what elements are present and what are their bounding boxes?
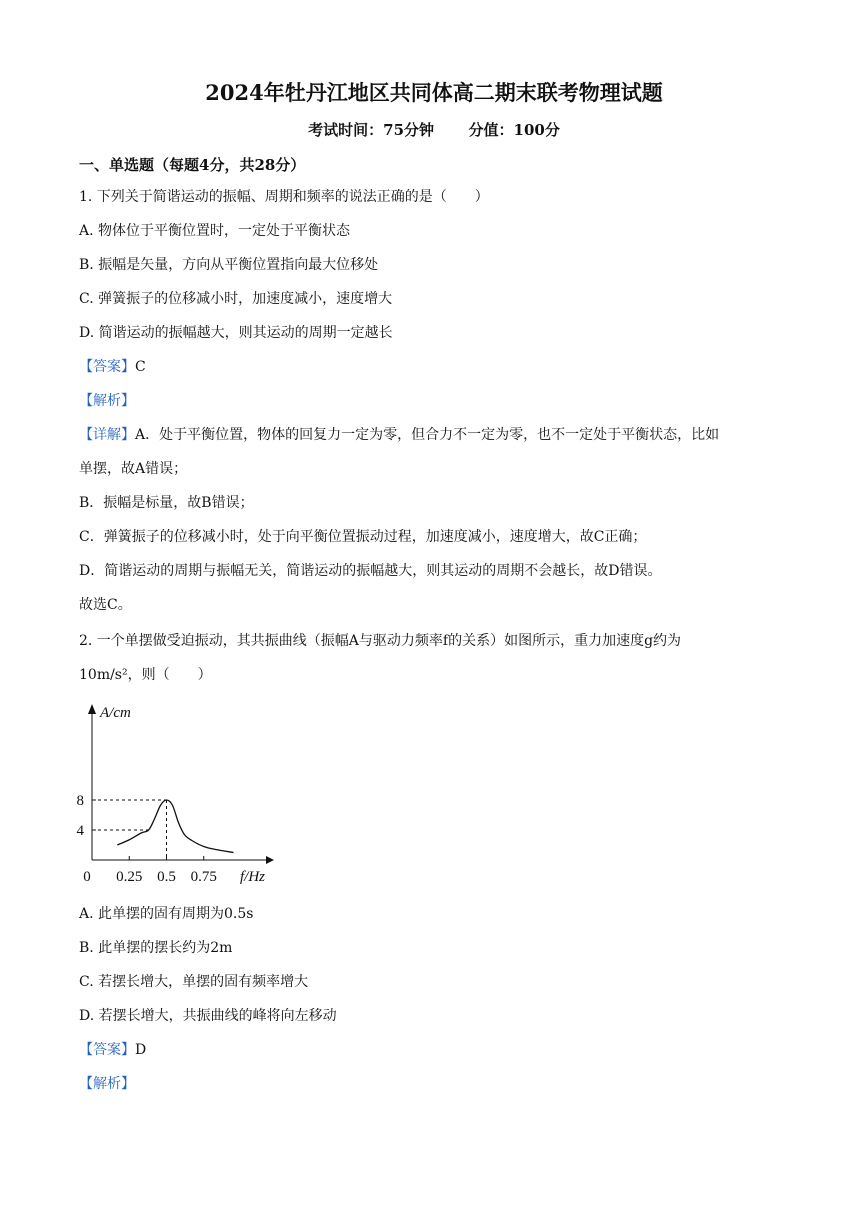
q1-option-a: A. 物体位于平衡位置时，一定处于平衡状态 (79, 223, 351, 239)
q2-stem-line1: 2. 一个单摆做受迫振动，其共振曲线（振幅A与驱动力频率f的关系）如图所示，重力加速度g约为 (79, 633, 682, 649)
y-tick-label: 4 (76, 823, 84, 839)
q1-option-b: B. 振幅是矢量，方向从平衡位置指向最大位移处 (79, 257, 379, 273)
q2-option-a: A. 此单摆的固有周期为0.5s (79, 906, 254, 922)
answer-value: D (135, 1042, 147, 1058)
q1-option-d: D. 简谐运动的振幅越大，则其运动的周期一定越长 (79, 325, 393, 341)
x-tick-label: 0.25 (116, 869, 143, 885)
origin-label: 0 (83, 869, 91, 885)
q1-detail-d: D．简谐运动的周期与振幅无关，简谐运动的振幅越大，则其运动的周期不会越长，故D错误。 (79, 563, 662, 579)
page-title: 2024年牡丹江地区共同体高二期末联考物理试题 (205, 80, 663, 105)
x-tick-label: 0.5 (157, 869, 176, 885)
x-axis-label: f/Hz (240, 869, 266, 885)
q2-option-d: D. 若摆长增大，共振曲线的峰将向左移动 (79, 1008, 337, 1024)
y-axis-label: A/cm (100, 705, 131, 721)
answer-value: C (135, 359, 146, 375)
q1-detail-c: C．弹簧振子的位移减小时，处于向平衡位置振动过程，加速度减小，速度增大，故C正确； (79, 529, 647, 545)
exam-time: 考试时间：75分钟 (308, 121, 435, 139)
q2-answer (79, 1041, 146, 1059)
y-axis-arrow (88, 704, 96, 714)
q1-conclusion: 故选C。 (79, 597, 132, 613)
x-tick-label: 0.75 (190, 869, 217, 885)
resonance-curve (117, 800, 233, 853)
q1-answer (79, 358, 146, 376)
section-heading: 一、单选题（每题4分，共28分） (79, 156, 306, 174)
q1-detail-b: B．振幅是标量，故B错误； (79, 495, 254, 511)
y-tick-label: 8 (76, 793, 84, 809)
detail-a-text: A．处于平衡位置，物体的回复力一定为零，但合力不一定为零，也不一定处于平衡状态，比如 (135, 427, 720, 443)
q1-stem: 1. 下列关于简谐运动的振幅、周期和频率的说法正确的是（ ） (79, 189, 489, 205)
resonance-chart (70, 700, 290, 890)
exam-info (0, 119, 868, 140)
q1-detail-a-line2: 单摆，故A错误； (79, 461, 188, 477)
q2-stem-line2: 10m/s²，则（ ） (79, 667, 212, 683)
q2-analysis-tag: 【解析】 (79, 1076, 135, 1092)
q1-option-c: C. 弹簧振子的位移减小时，加速度减小，速度增大 (79, 291, 393, 307)
q1-detail-a-line1 (79, 426, 719, 444)
exam-score: 分值：100分 (468, 121, 560, 139)
q2-option-b: B. 此单摆的摆长约为2m (79, 940, 233, 956)
answer-tag: 【答案】 (79, 1042, 135, 1058)
detail-tag: 【详解】 (79, 427, 135, 443)
q1-analysis-tag: 【解析】 (79, 393, 135, 409)
q2-option-c: C. 若摆长增大，单摆的固有频率增大 (79, 974, 309, 990)
x-axis-arrow (266, 856, 274, 864)
answer-tag: 【答案】 (79, 359, 135, 375)
